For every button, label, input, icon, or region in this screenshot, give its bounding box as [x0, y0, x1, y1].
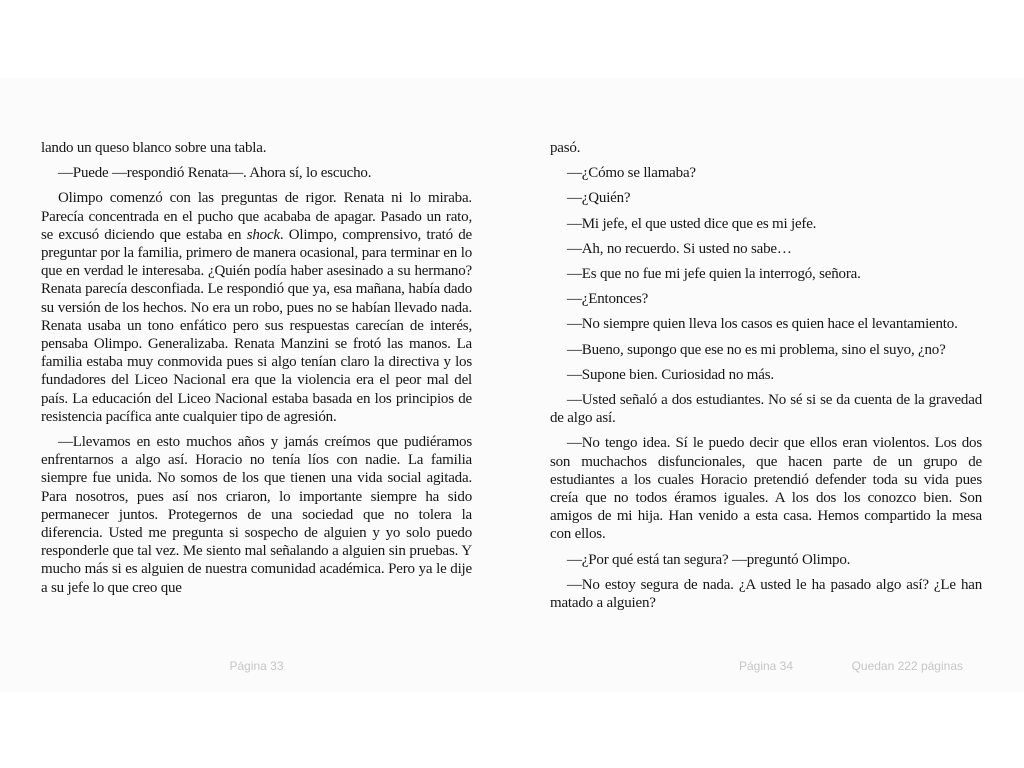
- paragraph: —Es que no fue mi jefe quien la interrogó, señora.: [567, 266, 861, 283]
- right-page-number: Página 34: [738, 659, 794, 673]
- paragraph: —No tengo idea. Sí le puedo decir que ellos eran violentos. Los dos son muchachos disfuncionales, que hacen parte de un grupo de estudiantes a los cuales Horacio pretendió defender toda su vida pues creía que no todos éramos iguales. A los dos los conozco bien. Son amigos de mi hija. Han venido a esta casa. Hemos compartido la mesa con ellos.: [550, 435, 982, 543]
- paragraph: —¿Quién?: [567, 190, 631, 207]
- paragraph: lando un queso blanco sobre una tabla.: [41, 140, 267, 156]
- paragraph: —Usted señaló a dos estudiantes. No sé si se da cuenta de la gravedad de algo así.: [550, 392, 982, 427]
- pages-remaining: Quedan 222 páginas: [851, 659, 963, 673]
- paragraph: —Mi jefe, el que usted dice que es mi jefe.: [567, 215, 817, 232]
- book-spread: [0, 78, 1024, 692]
- paragraph: pasó.: [550, 140, 581, 156]
- paragraph: —¿Por qué está tan segura? —preguntó Olimpo.: [567, 551, 851, 568]
- paragraph: —Ah, no recuerdo. Si usted no sabe…: [567, 240, 792, 257]
- right-page[interactable]: [550, 139, 982, 619]
- paragraph: —Supone bien. Curiosidad no más.: [567, 366, 774, 383]
- paragraph: —Bueno, supongo que ese no es mi problema, sino el suyo, ¿no?: [567, 341, 946, 358]
- paragraph: Olimpo comenzó con las preguntas de rigor. Renata ni lo miraba. Parecía concentrada en el pucho que acababa de apagar. Pasado un rato, se excusó diciendo que estaba en shock. Olimpo, comprensivo, trató de preguntar por la familia, primero de manera ocasional, para terminar en lo que en verdad le interesaba. ¿Quién podía haber asesinado a su hermano? Renata parecía desconfiada. Le respondió que ya, esa mañana, había dado su versión de los hechos. No era un robo, pues no se habían llevado nada. Renata usaba un tono enfático pero sus respuestas carecían de interés, pensaba Olimpo. Generalizaba. Renata Manzini se frotó las manos. La familia estaba muy conmovida pues si algo tenían claro la directiva y los fundadores del Liceo Nacional era que la violencia era el peor mal del país. La educación del Liceo Nacional estaba basada en los principios de resistencia pacífica ante cualquier tipo de agresión.: [41, 190, 473, 425]
- left-page[interactable]: [41, 139, 472, 604]
- paragraph: —No estoy segura de nada. ¿A usted le ha pasado algo así? ¿Le han matado a alguien?: [550, 576, 982, 612]
- left-page-number: Página 33: [229, 659, 284, 673]
- paragraph: —¿Entonces?: [567, 291, 649, 308]
- paragraph: —Llevamos en esto muchos años y jamás creímos que pudiéramos enfrentarnos a algo así. Horacio no tenía líos con nadie. La familia siempre fue unida. No somos de los que tienen una vida social agitada. Para nosotros, pues así nos criaron, lo importante siempre ha sido permanecer juntos. Protegernos de una sociedad que no tolera la diferencia. Usted me pregunta si sospecho de alguien y yo solo puedo responderle que tal vez. Me siento mal señalando a alguien sin pruebas. Y mucho más si es alguien de nuestra comunidad académica. Pero ya le dije a su jefe lo que creo que: [41, 434, 472, 596]
- paragraph: —No siempre quien lleva los casos es quien hace el levantamiento.: [567, 316, 958, 333]
- paragraph: —Puede —respondió Renata—. Ahora sí, lo escucho.: [58, 165, 372, 182]
- paragraph: —¿Cómo se llamaba?: [567, 165, 696, 182]
